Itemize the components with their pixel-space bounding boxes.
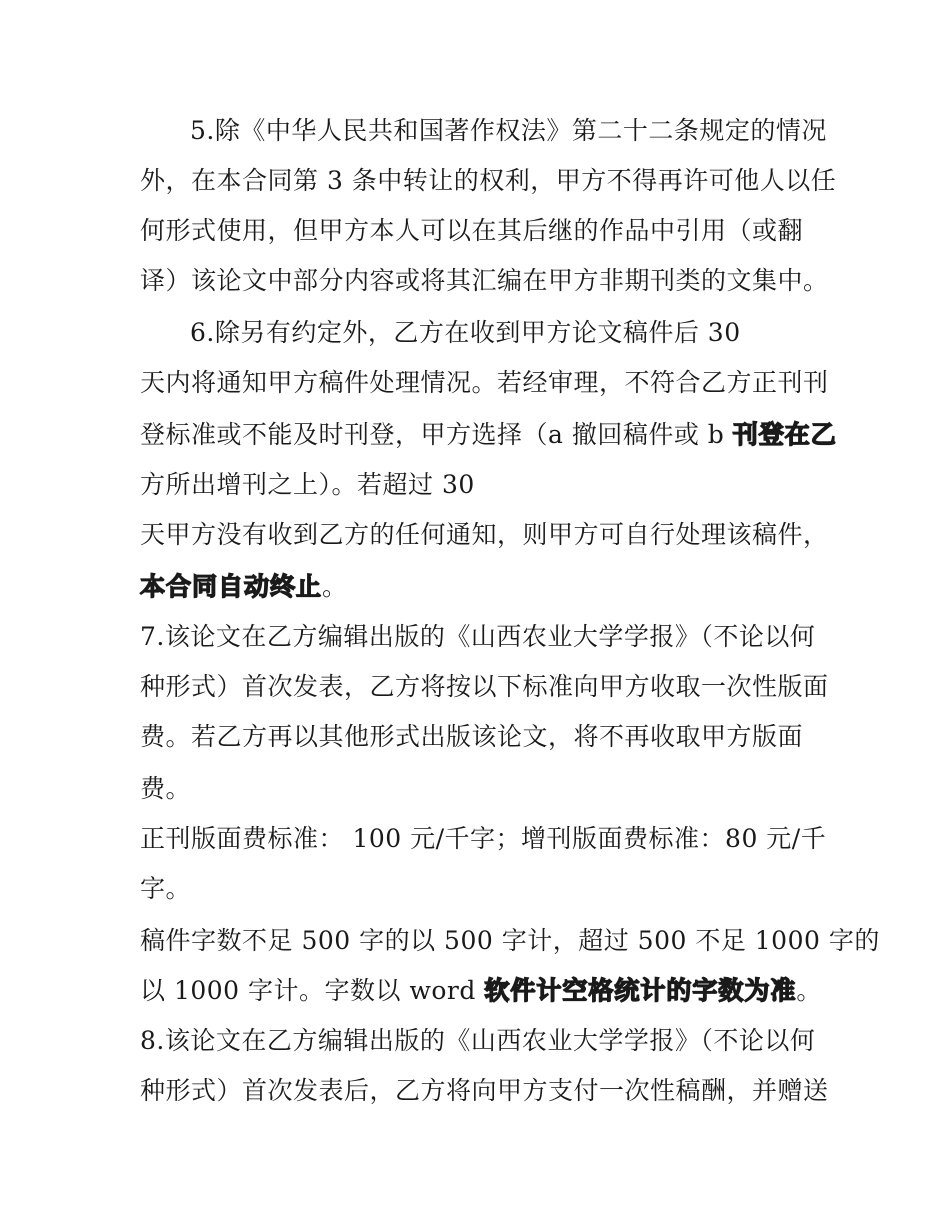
paragraph-line: 费。 <box>140 774 192 803</box>
stylized-text: 刊登在乙 <box>732 420 837 449</box>
paragraph-line: 登标准或不能及时刊登，甲方选择（a 撤回稿件或 b 刊登在乙 <box>140 420 837 449</box>
paragraph-line: 费。若乙方再以其他形式出版该论文，将不再收取甲方版面 <box>140 722 804 751</box>
stylized-text: 本合同自动终止 <box>140 572 323 601</box>
paragraph-line: 译）该论文中部分内容或将其汇编在甲方非期刊类的文集中。 <box>140 266 829 295</box>
paragraph-line: 5.除《中华人民共和国著作权法》第二十二条规定的情况 <box>190 116 827 145</box>
paragraph-line: 7.该论文在乙方编辑出版的《山西农业大学学报》（不论以何 <box>140 622 816 651</box>
paragraph-line: 以 1000 字计。字数以 word 软件计空格统计的字数为准。 <box>140 976 822 1005</box>
paragraph-line: 种形式）首次发表，乙方将按以下标准向甲方收取一次性版面 <box>140 672 829 701</box>
paragraph-line: 种形式）首次发表后，乙方将向甲方支付一次性稿酬，并赠送 <box>140 1076 829 1105</box>
paragraph-line: 何形式使用，但甲方本人可以在其后继的作品中引用（或翻 <box>140 216 804 245</box>
paragraph-line: 正刊版面费标准： 100 元/千字；增刊版面费标准：80 元/千 <box>140 824 827 853</box>
paragraph-line: 外，在本合同第 3 条中转让的权利，甲方不得再许可他人以任 <box>140 166 837 195</box>
paragraph-line: 8.该论文在乙方编辑出版的《山西农业大学学报》（不论以何 <box>140 1026 816 1055</box>
paragraph-line: 稿件字数不足 500 字的以 500 字计，超过 500 不足 1000 字的 <box>140 926 880 955</box>
paragraph-line: 天甲方没有收到乙方的任何通知，则甲方可自行处理该稿件， <box>140 520 829 549</box>
paragraph-line: 方所出增刊之上）。若超过 30 <box>140 470 475 499</box>
paragraph-line: 天内将通知甲方稿件处理情况。若经审理，不符合乙方正刊刊 <box>140 368 829 397</box>
paragraph-line: 字。 <box>140 874 192 903</box>
stylized-text: 软件计空格统计的字数为准 <box>484 976 797 1005</box>
paragraph-line: 6.除另有约定外，乙方在收到甲方论文稿件后 30 <box>190 318 741 347</box>
paragraph-line: 本合同自动终止。 <box>140 572 348 601</box>
